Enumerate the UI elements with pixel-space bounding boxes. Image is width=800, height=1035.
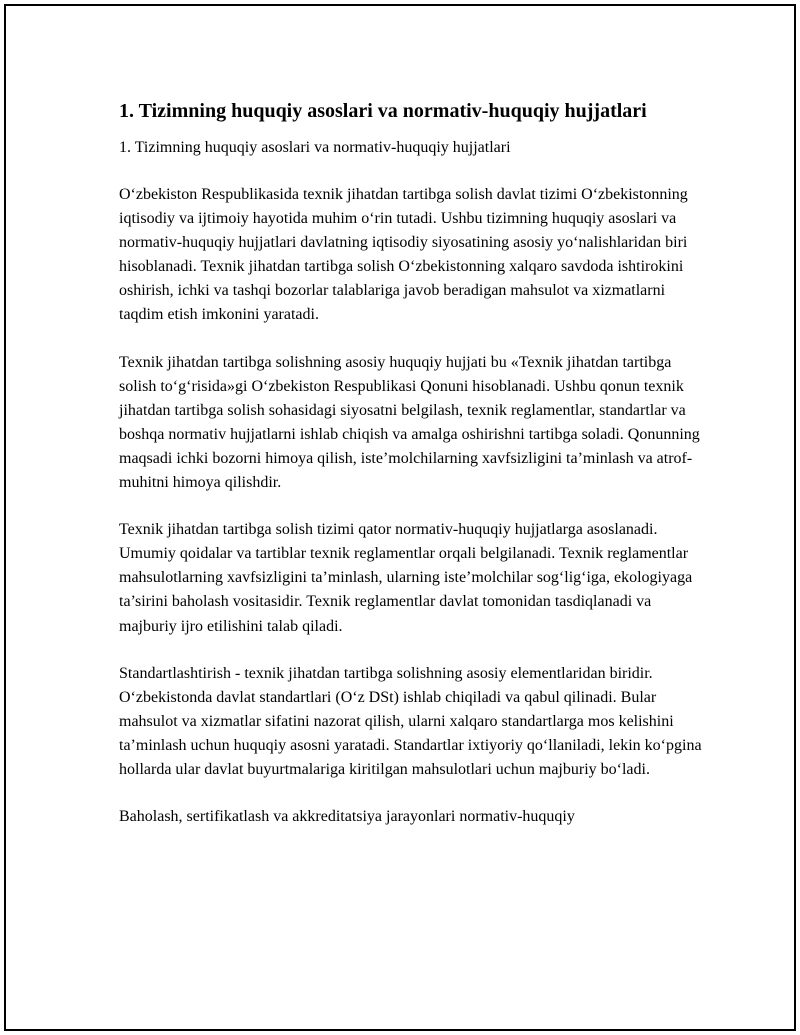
paragraph-5: Baholash, sertifikatlash va akkreditatsiya jarayonlari normativ-huquqiy (119, 808, 575, 826)
page-frame (4, 4, 796, 1031)
paragraph-3: Texnik jihatdan tartibga solish tizimi qator normativ-huquqiy hujjatlarga asoslanadi. Umumiy qoidalar va tartiblar texnik reglamentlar orqali belgilanadi. Texnik reglamentlar mahsulotlarning xavfsizligini ta’minlash, ularning iste’molchilar sog‘lig‘iga, ekologiyaga ta’sirini baholash vositasidir. Texnik reglamentlar davlat tomonidan tasdiqlanadi va majburiy ijro etilishini talab qiladi. (119, 521, 693, 635)
section-heading: 1. Tizimning huquqiy asoslari va normativ-huquqiy hujjatlari (119, 139, 511, 156)
paragraph-4: Standartlashtirish - texnik jihatdan tartibga solishning asosiy elementlaridan biridir. O‘zbekistonda davlat standartlari (O‘z DSt) ishlab chiqiladi va qabul qilinadi. Bular mahsulot va xizmatlar sifatini nazorat qilish, ularni xalqaro standartlarga mos kelishini ta’minlash uchun huquqiy asosni yaratadi. Standartlar ixtiyoriy qo‘llaniladi, lekin ko‘pgina hollarda ular davlat buyurtmalariga kiritilgan mahsulotlari uchun majburiy bo‘ladi. (119, 664, 702, 778)
document-title: 1. Tizimning huquqiy asoslari va normativ-huquqiy hujjatlari (119, 100, 647, 122)
paragraph-2: Texnik jihatdan tartibga solishning asosiy huquqiy hujjati bu «Texnik jihatdan tartibga solish to‘g‘risida»gi O‘zbekiston Respublikasi Qonuni hisoblanadi. Ushbu qonun texnik jihatdan tartibga solish sohasidagi siyosatni belgilash, texnik reglamentlar, standartlar va boshqa normativ hujjatlarni ishlab chiqish va amalga oshirishni tartibga soladi. Qonunning maqsadi ichki bozorni himoya qilish, iste’molchilarning xavfsizligini ta’minlash va atrof-muhitni himoya qilishdir. (119, 353, 700, 492)
paragraph-1: O‘zbekiston Respublikasida texnik jihatdan tartibga solish davlat tizimi O‘zbekistonning iqtisodiy va ijtimoiy hayotida muhim o‘rin tutadi. Ushbu tizimning huquqiy asoslari va normativ-huquqiy hujjatlari davlatning iqtisodiy siyosatining asosiy yo‘nalishlaridan biri hisoblanadi. Texnik jihatdan tartibga solish O‘zbekistonning xalqaro savdoda ishtirokini oshirish, ichki va tashqi bozorlar talablariga javob beradigan mahsulot va xizmatlarni taqdim etish imkonini yaratadi. (119, 186, 688, 324)
document-body (119, 98, 709, 829)
